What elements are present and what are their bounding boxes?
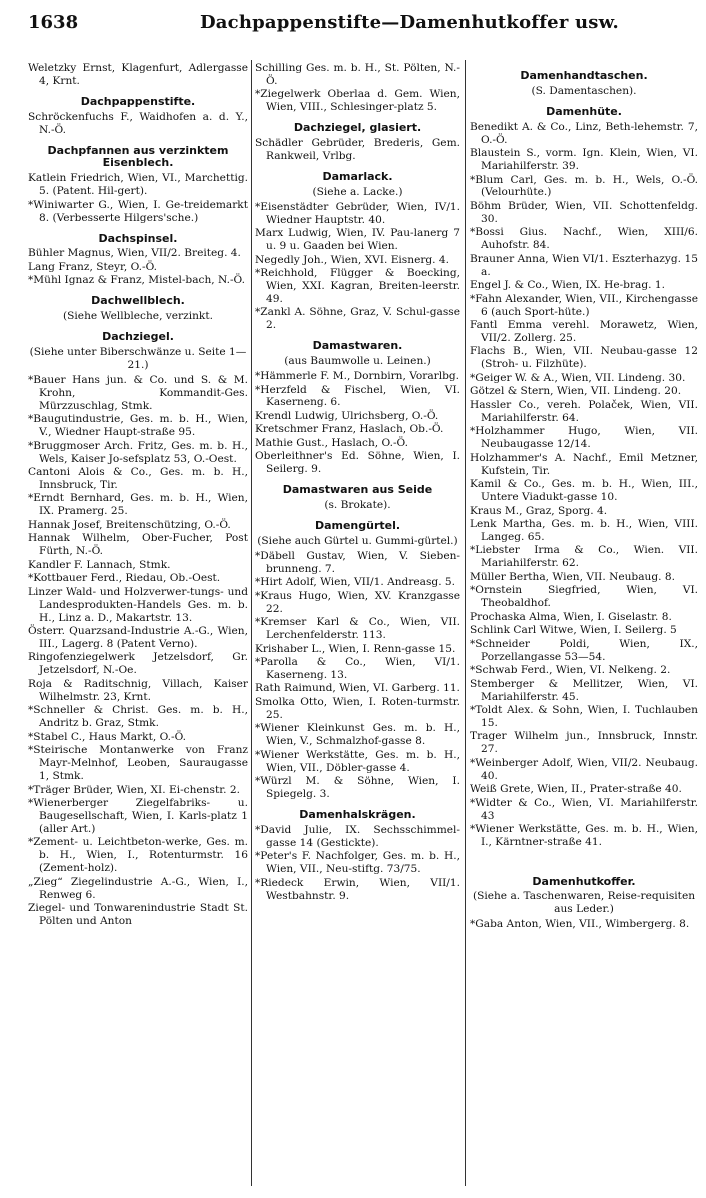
directory-entry: Smolka Otto, Wien, I. Roten-turmstr. 25. [255,695,460,721]
directory-entry: *Hirt Adolf, Wien, VII/1. Andreasg. 5. [255,576,456,589]
directory-entry: Kretschmer Franz, Haslach, Ob.-Ö. [255,423,444,436]
directory-entry: *Holzhammer Hugo, Wien, VII. Neubaugasse 12/14. [470,425,698,451]
directory-entry: *Stabel C., Haus Markt, O.-Ö. [28,730,187,743]
directory-entry: *Baugutindustrie, Ges. m. b. H., Wien, V., Wiedner Haupt-straße 95. [28,413,248,439]
cross-reference-note: (S. Damentaschen). [531,84,637,97]
directory-entry: *Widter & Co., Wien, VI. Mariahilferstr. 43 [470,796,698,822]
directory-entry: Schilling Ges. m. b. H., St. Pölten, N.-Ö. [255,62,460,87]
directory-entry: *Toldt Alex. & Sohn, Wien, I. Tuchlauben 15. [470,704,698,729]
cross-reference-note: (Siehe auch Gürtel u. Gummi-gürtel.) [257,534,458,547]
directory-entry: *Weinberger Adolf, Wien, VII/2. Neubaug. 40. [470,756,698,782]
spacer [470,850,698,868]
directory-entry: Böhm Brüder, Wien, VII. Schottenfeldg. 30. [470,199,698,225]
cross-reference-note: (aus Baumwolle u. Leinen.) [284,355,431,368]
page-number: 1638 [28,12,79,33]
directory-entry: *Ziegelwerk Oberlaa d. Gem. Wien, Wien, VIII., Schlesinger-platz 5. [255,88,460,114]
directory-entry: *Schwab Ferd., Wien, VI. Nelkeng. 2. [470,664,671,677]
directory-entry: Weletzky Ernst, Klagenfurt, Adlergasse 4, Krnt. [28,62,248,87]
directory-entry: Kandler F. Lannach, Stmk. [28,558,171,571]
directory-entry: Katlein Friedrich, Wien, VI., Marchettig. 5. (Patent. Hil-gert). [28,172,248,198]
directory-entry: *Kraus Hugo, Wien, XV. Kranzgasse 22. [255,589,460,615]
directory-entry: *Träger Brüder, Wien, XI. Ei-chenstr. 2. [28,783,240,796]
directory-entry: Holzhammer's A. Nachf., Emil Metzner, Kufstein, Tir. [470,451,698,477]
directory-entry: *Parolla & Co., Wien, VI/1. Kaserneng. 13. [255,656,460,681]
directory-entry: *Liebster Irma & Co., Wien. VII. Mariahilferstr. 62. [470,544,698,570]
directory-entry: Hannak Josef, Breitenschützing, O.-Ö. [28,518,231,531]
directory-entry: *Kottbauer Ferd., Riedau, Ob.-Oest. [28,572,221,585]
directory-entry: Cantoni Alois & Co., Ges. m. b. H., Innsbruck, Tir. [28,466,248,491]
section-heading: Dachziegel, glasiert. [293,121,422,135]
directory-entry: Prochaska Alma, Wien, I. Giselastr. 8. [470,610,672,623]
section-heading: Dachpfannen aus verzinktem Eisenblech. [47,143,229,170]
cross-reference-note: (Siehe Wellbleche, verzinkt. [63,310,213,323]
directory-entry: Flachs B., Wien, VII. Neubau-gasse 12 (Stroh- u. Filzhüte). [470,345,698,371]
directory-entry: Marx Ludwig, Wien, IV. Pau-lanerg 7 u. 9 u. Gaaden bei Wien. [255,227,460,253]
directory-entry: *Mühl Ignaz & Franz, Mistel-bach, N.-Ö. [28,274,245,287]
directory-entry: *Schneller & Christ. Ges. m. b. H., Andritz b. Graz, Stmk. [28,704,248,730]
directory-entry: *David Julie, IX. Sechsschimmel-gasse 14 (Gestickte). [255,823,460,849]
directory-entry: Schlink Carl Witwe, Wien, I. Seilerg. 5 [470,624,677,637]
directory-entry: Benedikt A. & Co., Linz, Beth-lehemstr. 7, O.-Ö. [470,120,698,146]
directory-entry: Lenk Martha, Ges. m. b. H., Wien, VIII. Langeg. 65. [470,518,698,543]
cross-reference-note: (Siehe a. Lacke.) [312,185,403,198]
directory-entry: *Riedeck Erwin, Wien, VII/1. Westbahnstr. 9. [255,876,460,902]
directory-entry: Brauner Anna, Wien VI/1. Eszterhazyg. 15 a. [470,252,698,278]
running-title: Dachpappenstifte—Damenhutkoffer usw. [200,12,619,33]
directory-entry: *Ornstein Siegfried, Wien, VI. Theobaldhof. [470,584,698,610]
section-heading: Dachziegel. [102,330,174,344]
directory-entry: Hassler Co., vereh. Polaček, Wien, VII. Mariahilferstr. 64. [470,398,698,424]
column-rule [465,60,466,1186]
directory-entry: *Erndt Bernhard, Ges. m. b. H., Wien, IX. Pramerg. 25. [28,492,248,518]
directory-entry: *Herzfeld & Fischel, Wien, VI. Kaserneng. 6. [255,383,460,409]
directory-entry: Kamil & Co., Ges. m. b. H., Wien, III., Untere Viadukt-gasse 10. [470,478,698,503]
section-heading: Damenhutkoffer. [532,874,636,888]
section-heading: Dachwellblech. [91,294,185,308]
directory-entry: *Wienerberger Ziegelfabriks- u. Baugesellschaft, Wien, I. Karls-platz 1 (aller Art.) [28,797,248,835]
directory-entry: Trager Wilhelm jun., Innsbruck, Innstr. 27. [470,730,698,756]
cross-reference-note: (Siehe unter Biberschwänze u. Seite 1—21.) [29,346,247,371]
directory-entry: *Bruggmoser Arch. Fritz, Ges. m. b. H., Wels, Kaiser Jo-sefsplatz 53, O.-Oest. [28,439,248,465]
directory-entry: *Zankl A. Söhne, Graz, V. Schul-gasse 2. [255,306,460,332]
directory-entry: „Zieg“ Ziegelindustrie A.-G., Wien, I., Renweg 6. [28,875,248,901]
directory-entry: *Winiwarter G., Wien, I. Ge-treidemarkt 8. (Verbesserte Hilgers'sche.) [28,198,248,224]
directory-entry: *Zement- u. Leichtbeton-werke, Ges. m. b. H., Wien, I., Rotenturmstr. 16 (Zement-holz). [28,836,248,875]
directory-entry: Bühler Magnus, Wien, VII/2. Breiteg. 4. [28,247,241,260]
directory-entry: Roja & Raditschnig, Villach, Kaiser Wilhelmstr. 23, Krnt. [28,677,248,703]
directory-entry: Ziegel- und Tonwarenindustrie Stadt St. Pölten und Anton [28,902,248,927]
directory-entry: Blaustein S., vorm. Ign. Klein, Wien, VI. Mariahilferstr. 39. [470,147,698,173]
column-rule [251,60,252,1186]
column-2 [255,62,460,1188]
directory-entry: *Hämmerle F. M., Dornbirn, Vorarlbg. [255,370,460,382]
directory-entry: Krishaber L., Wien, I. Renn-gasse 15. [255,642,456,655]
directory-entry: *Schneider Poldi, Wien, IX., Porzellangasse 53—54. [470,637,698,663]
directory-entry: *Bossi Gius. Nachf., Wien, XIII/6. Auhofstr. 84. [470,226,698,252]
directory-entry: Weiß Grete, Wien, II., Prater-straße 40. [470,783,682,796]
directory-entry: *Wiener Kleinkunst Ges. m. b. H., Wien, V., Schmalzhof-gasse 8. [255,722,460,748]
section-heading: Damenhüte. [546,104,622,118]
directory-entry: *Würzl M. & Söhne, Wien, I. Spiegelg. 3. [255,775,460,801]
directory-entry: Ringofenziegelwerk Jetzelsdorf, Gr. Jetzelsdorf, N.-Oe. [28,651,248,677]
directory-entry: Linzer Wald- und Holzverwer-tungs- und Landesprodukten-Handels Ges. m. b. H., Linz a. D., Makartstr. 13. [28,585,248,624]
directory-entry: *Blum Carl, Ges. m. b. H., Wels, O.-Ö. (Velourhüte.) [470,173,698,199]
directory-entry: Kraus M., Graz, Sporg. 4. [470,504,608,517]
directory-entry: *Geiger W. & A., Wien, VII. Lindeng. 30. [470,371,686,384]
section-heading: Damenhandtaschen. [520,69,648,82]
cross-reference-note: (Siehe a. Taschenwaren, Reise-requisiten aus Leder.) [472,890,696,916]
directory-entry: *Bauer Hans jun. & Co. und S. & M. Krohn, Kommandit-Ges. Mürzzuschlag, Stmk. [28,373,248,412]
cross-reference-note: (s. Brokate). [324,499,391,512]
directory-entry: Rath Raimund, Wien, VI. Garberg. 11. [255,682,460,695]
directory-entry: *Däbell Gustav, Wien, V. Sieben-brunneng. 7. [255,549,460,575]
section-heading: Damarlack. [322,169,393,183]
directory-entry: *Reichhold, Flügger & Boecking, Wien, XXI. Kagran, Breiten-leerstr. 49. [255,267,460,305]
section-heading: Damastwaren aus Seide [282,483,433,497]
section-heading: Damenhalskrägen. [299,808,416,821]
section-heading: Damengürtel. [314,519,401,533]
directory-entry: *Fahn Alexander, Wien, VII., Kirchengasse 6 (auch Sport-hüte.) [470,292,698,318]
directory-entry: Lang Franz, Steyr, O.-Ö. [28,260,158,273]
directory-entry: Götzel & Stern, Wien, VII. Lindeng. 20. [470,385,682,398]
directory-entry: *Eisenstädter Gebrüder, Wien, IV/1. Wiedner Hauptstr. 40. [255,200,460,226]
directory-entry: Österr. Quarzsand-Industrie A.-G., Wien, III., Lagerg. 8 (Patent Verno). [28,625,248,650]
directory-entry: Engel J. & Co., Wien, IX. He-brag. 1. [470,279,665,292]
directory-entry: Oberleithner's Ed. Söhne, Wien, I. Seilerg. 9. [255,450,460,476]
page-header [28,8,692,38]
directory-entry: Negedly Joh., Wien, XVI. Eisnerg. 4. [255,253,450,266]
column-3 [470,62,698,1188]
directory-entry: *Steirische Montanwerke von Franz Mayr-Melnhof, Leoben, Sauraugasse 1, Stmk. [28,744,248,782]
directory-entry: *Kremser Karl & Co., Wien, VII. Lerchenfelderstr. 113. [255,616,460,642]
directory-entry: *Gaba Anton, Wien, VII., Wimbergerg. 8. [470,918,690,931]
directory-entry: Hannak Wilhelm, Ober-Fucher, Post Fürth, N.-Ö. [28,532,248,558]
column-1 [28,62,248,1188]
directory-entry: Fantl Emma verehl. Morawetz, Wien, VII/2. Zollerg. 25. [470,319,698,344]
section-heading: Dachpappenstifte. [80,94,196,108]
directory-entry: Müller Bertha, Wien, VII. Neubaug. 8. [470,570,675,583]
directory-entry: Stemberger & Mellitzer, Wien, VI. Mariahilferstr. 45. [470,677,698,703]
directory-entry: Mathie Gust., Haslach, O.-Ö. [255,436,408,449]
directory-entry: *Peter's F. Nachfolger, Ges. m. b. H., Wien, VII., Neu-stiftg. 73/75. [255,850,460,876]
directory-entry: Krendl Ludwig, Ulrichsberg, O.-Ö. [255,409,439,422]
directory-entry: *Wiener Werkstätte, Ges. m. b. H., Wien, I., Kärntner-straße 41. [470,823,698,849]
directory-entry: Schröckenfuchs F., Waidhofen a. d. Y., N.-Ö. [28,110,248,136]
directory-entry: Schädler Gebrüder, Brederis, Gem. Rankweil, Vrlbg. [255,137,460,163]
section-heading: Dachspinsel. [98,231,178,245]
directory-entry: *Wiener Werkstätte, Ges. m. b. H., Wien, VII., Döbler-gasse 4. [255,748,460,774]
section-heading: Damastwaren. [312,339,403,353]
